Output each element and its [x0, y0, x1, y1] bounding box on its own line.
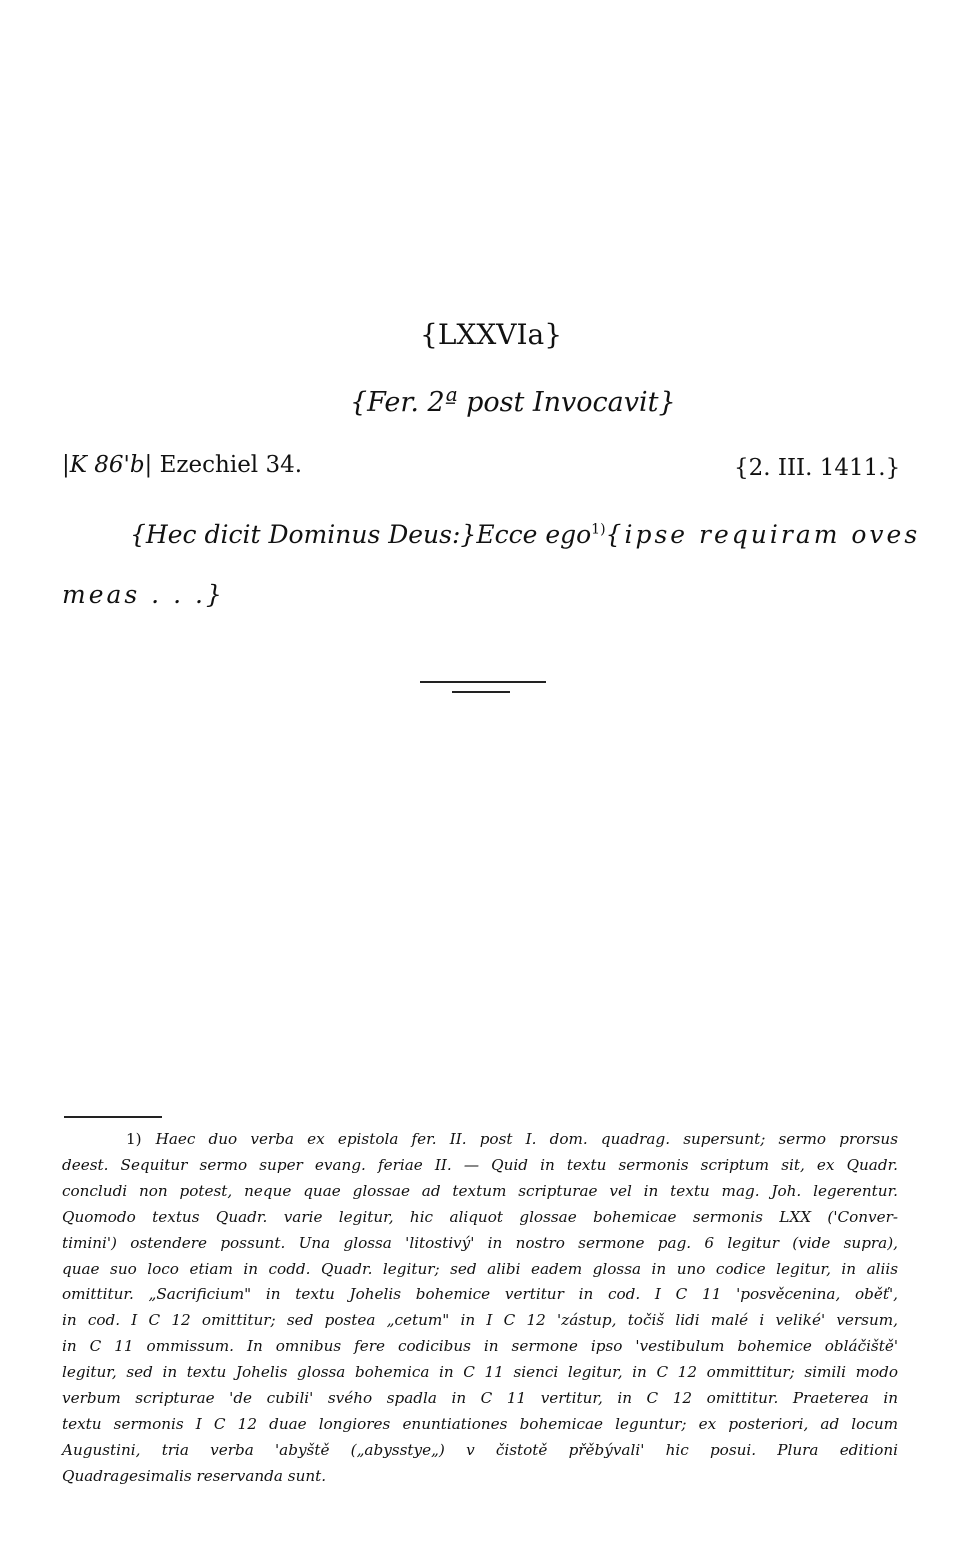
verse-part-a: {Hec dicit Dominus Deus:}	[130, 520, 477, 549]
scripture-reference	[62, 452, 302, 478]
footnote-line-last: Quadragesimalis reservanda sunt.	[62, 1466, 327, 1485]
verse-line-1	[130, 520, 921, 549]
footnote-marker: 1)	[126, 1130, 142, 1148]
footnote-line: concludi non potest, neque quae glossae ad textum scripturae vel in textu mag. Joh. legerentur.	[62, 1181, 898, 1200]
footnote-line: quae suo loco etiam in codd. Quadr. legitur; sed alibi eadem glossa in uno codice legitur, in aliis	[62, 1259, 898, 1278]
footnote-line-1: 1) Haec duo verba ex epistola fer. II. post I. dom. quadrag. supersunt; sermo prorsus	[126, 1130, 898, 1148]
footnote-line: textu sermonis I C 12 duae longiores enuntiationes bohemicae leguntur; ex posteriori, ad locum	[62, 1414, 898, 1433]
folio-reference: |K 86'b|	[62, 452, 153, 478]
footnote-line: deest. Sequitur sermo super evang. feriae II. — Quid in textu sermonis scriptum sit, ex Quadr.	[62, 1155, 898, 1174]
verse-line-2: meas . . .}	[62, 580, 225, 609]
footnote-line: in cod. I C 12 omittitur; sed postea „cetum" in I C 12 'zástup, točiš lidi malé i veliké' versum,	[62, 1311, 898, 1330]
section-divider-long	[420, 681, 546, 683]
footnote-line: Augustini, tria verba 'abyště („abysstye„) v čistotě přěbývali' hic posui. Plura editioni	[62, 1440, 898, 1459]
footnote-line: legitur, sed in textu Johelis glossa bohemica in C 11 sienci legitur, in C 12 ommittitur; simili modo	[62, 1363, 898, 1382]
verse-part-b: Ecce ego$^{1)}$	[476, 520, 606, 549]
footnote-line: timini') ostendere possunt. Una glossa 'litostivý' in nostro sermone pag. 6 legitur (vide supra),	[62, 1233, 898, 1252]
section-divider-short	[452, 691, 510, 693]
verse-part-c: {ipse requiram oves	[605, 520, 921, 549]
footnote-line: in C 11 ommissum. In omnibus fere codicibus in sermone ipso 'vestibulum bohemice obláčiště'	[62, 1337, 898, 1356]
footnote	[62, 1127, 898, 1490]
sermon-number-heading: {LXXVIa}	[420, 318, 563, 351]
footnote-reference: 1)	[591, 521, 606, 538]
footnote-line: omittitur. „Sacrificium" in textu Johelis bohemice vertitur in cod. I C 11 'posvěcenina, oběť',	[62, 1285, 898, 1304]
footnote-line: Quomodo textus Quadr. varie legitur, hic aliquot glossae bohemicae sermonis LXX ('Conver-	[62, 1207, 898, 1226]
book-reference: Ezechiel 34.	[159, 452, 303, 478]
liturgical-occasion: {Fer. 2ª post Invocavit}	[350, 387, 676, 418]
footnote-rule	[64, 1116, 162, 1118]
footnote-line: verbum scripturae 'de cubili' svého spadla in C 11 vertitur, in C 12 omittitur. Praeterea in	[62, 1389, 898, 1408]
sermon-date: {2. III. 1411.}	[734, 455, 901, 481]
